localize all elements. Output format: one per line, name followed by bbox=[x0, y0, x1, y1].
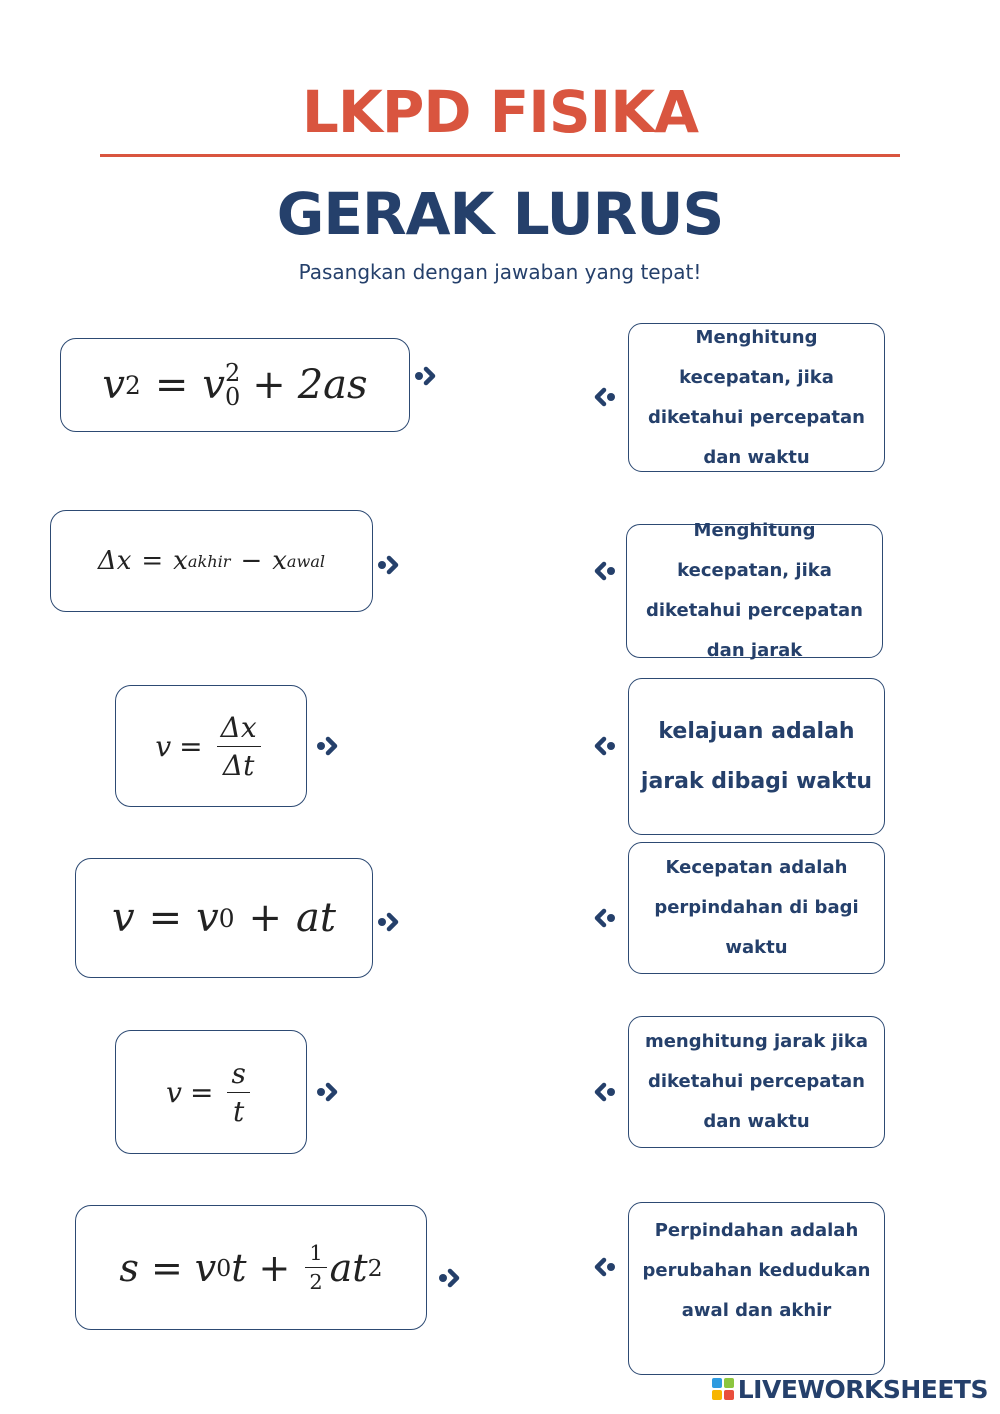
formula-card-5[interactable] bbox=[115, 1030, 307, 1154]
answer-text-1: Menghitung kecepatan, jika diketahui percepatan dan waktu bbox=[647, 326, 865, 468]
formula-card-4[interactable] bbox=[75, 858, 373, 978]
brand-name: LIVEWORKSHEETS bbox=[737, 1374, 988, 1404]
formula-card-3[interactable] bbox=[115, 685, 307, 807]
answer-text-2: Menghitung kecepatan, jika diketahui percepatan dan jarak bbox=[645, 520, 863, 661]
answer-card-3[interactable] bbox=[628, 678, 885, 835]
instruction-text: Pasangkan dengan jawaban yang tepat! bbox=[298, 260, 702, 284]
connector-dot-formula-5[interactable] bbox=[316, 1080, 340, 1104]
formula-card-6[interactable] bbox=[75, 1205, 427, 1330]
connector-dot-formula-1[interactable] bbox=[414, 364, 438, 388]
formula-1: v 2 = v 2 0 + 2as bbox=[102, 359, 368, 411]
formula-card-2[interactable] bbox=[50, 510, 373, 612]
answer-text-5: menghitung jarak jika diketahui percepatan dan waktu bbox=[644, 1031, 869, 1132]
page-subtitle: GERAK LURUS bbox=[276, 180, 724, 248]
answer-text-6: Perpindahan adalah perubahan kedudukan awal dan akhir bbox=[642, 1220, 871, 1321]
formula-5: v = $\frac{s}{t}$ bbox=[166, 1057, 256, 1128]
connector-dot-formula-2[interactable] bbox=[377, 553, 401, 577]
answer-card-2[interactable] bbox=[626, 520, 883, 661]
formula-4: v = v 0 + at bbox=[112, 895, 336, 941]
answer-card-5[interactable] bbox=[628, 1016, 885, 1148]
answer-text-3: kelajuan adalah jarak dibagi waktu bbox=[640, 718, 873, 794]
formula-2: Δx = x akhir − x awal bbox=[97, 546, 326, 576]
formula-card-1[interactable] bbox=[60, 338, 410, 432]
formula-6: s = v 0 t + $\frac{1}{2}$ at 2 bbox=[119, 1241, 383, 1294]
connector-dot-answer-3[interactable] bbox=[592, 734, 616, 758]
liveworksheets-brand[interactable] bbox=[712, 1374, 988, 1404]
connector-dot-formula-4[interactable] bbox=[377, 910, 401, 934]
answer-text-4: Kecepatan adalah perpindahan di bagi waktu bbox=[654, 857, 859, 958]
connector-dot-answer-6[interactable] bbox=[592, 1255, 616, 1279]
answer-card-6[interactable] bbox=[628, 1202, 885, 1375]
connector-dot-answer-4[interactable] bbox=[592, 906, 616, 930]
title-divider bbox=[100, 154, 900, 157]
page-title: LKPD FISIKA bbox=[301, 78, 699, 146]
answer-card-1[interactable] bbox=[628, 323, 885, 472]
connector-dot-answer-2[interactable] bbox=[592, 559, 616, 583]
connector-dot-answer-5[interactable] bbox=[592, 1080, 616, 1104]
connector-dot-formula-6[interactable] bbox=[438, 1266, 462, 1290]
connector-dot-formula-3[interactable] bbox=[316, 734, 340, 758]
formula-3: v = $\frac{\Delta x}{\Delta t}$ bbox=[155, 711, 266, 782]
connector-dot-answer-1[interactable] bbox=[592, 385, 616, 409]
liveworksheets-logo-icon bbox=[712, 1378, 734, 1400]
answer-card-4[interactable] bbox=[628, 842, 885, 974]
